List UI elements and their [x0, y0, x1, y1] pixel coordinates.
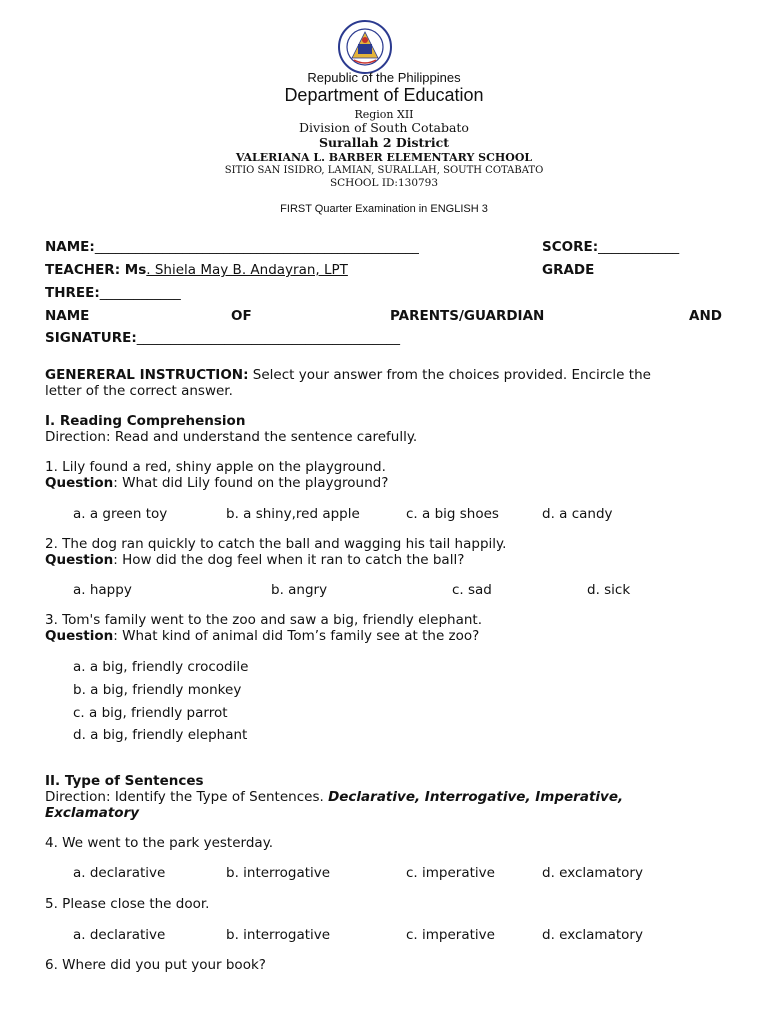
- name-field: [45, 239, 419, 255]
- item-3-question: Question: What kind of animal did Tom’s family see at the zoo?: [45, 628, 480, 644]
- deped-seal-icon: [336, 20, 394, 74]
- parents-word-name: NAME: [45, 308, 90, 324]
- school-name: VALERIANA L. BARBER ELEMENTARY SCHOOL: [235, 151, 533, 164]
- grade-label: GRADE: [542, 262, 595, 278]
- three-field: [45, 285, 181, 301]
- item-2-sentence: 2. The dog ran quickly to catch the ball and wagging his tail happily.: [45, 536, 507, 552]
- signature-label: SIGNATURE:: [45, 330, 137, 346]
- item-3-choice-d[interactable]: d. a big, friendly elephant: [73, 727, 248, 743]
- division-line: Division of South Cotabato: [299, 120, 469, 135]
- teacher-name: . Shiela May B. Andayran, LPT: [146, 262, 348, 278]
- name-blank: ________________________________________________: [94, 239, 419, 255]
- item-6-sentence: 6. Where did you put your book?: [45, 957, 266, 973]
- item-1-choice-b[interactable]: b. a shiny,red apple: [226, 506, 360, 522]
- item-2-choice-d[interactable]: d. sick: [587, 582, 631, 598]
- item-3-choice-b[interactable]: b. a big, friendly monkey: [73, 682, 242, 698]
- name-label: NAME:: [45, 239, 95, 255]
- three-blank: ____________: [99, 285, 181, 301]
- item-4-choice-d[interactable]: d. exclamatory: [542, 865, 643, 881]
- item-1-choice-a[interactable]: a. a green toy: [73, 506, 168, 522]
- item-1-choice-d[interactable]: d. a candy: [542, 506, 613, 522]
- instruction-line-1: GENERERAL INSTRUCTION: Select your answer from the choices provided. Encircle the: [45, 367, 651, 383]
- school-address: SITIO SAN ISIDRO, LAMIAN, SURALLAH, SOUTH COTABATO: [224, 165, 544, 176]
- item-2-choice-a[interactable]: a. happy: [73, 582, 132, 598]
- teacher-label: TEACHER: Ms: [45, 262, 147, 278]
- teacher-field: [45, 262, 348, 278]
- item-2-choice-c[interactable]: c. sad: [452, 582, 492, 598]
- item-2-choice-b[interactable]: b. angry: [271, 582, 328, 598]
- school-id: SCHOOL ID:130793: [329, 177, 439, 189]
- instruction-label: GENERERAL INSTRUCTION:: [45, 367, 249, 383]
- item-3-choice-a[interactable]: a. a big, friendly crocodile: [73, 659, 249, 675]
- item-5-sentence: 5. Please close the door.: [45, 896, 210, 912]
- item-1-choice-c[interactable]: c. a big shoes: [406, 506, 499, 522]
- exam-title: FIRST Quarter Examination in ENGLISH 3: [280, 203, 488, 215]
- item-3-choice-c[interactable]: c. a big, friendly parrot: [73, 705, 228, 721]
- item-4-sentence: 4. We went to the park yesterday.: [45, 835, 274, 851]
- parents-word-of: OF: [231, 308, 252, 324]
- item-2-question: Question: How did the dog feel when it ran to catch the ball?: [45, 552, 465, 568]
- region-line: Region XII: [354, 108, 414, 121]
- republic-line: Republic of the Philippines: [307, 70, 461, 85]
- item-1-sentence: 1. Lily found a red, shiny apple on the playground.: [45, 459, 386, 475]
- parents-word-and: AND: [689, 308, 722, 324]
- section-1-direction: Direction: Read and understand the sentence carefully.: [45, 429, 418, 445]
- sentence-types: Declarative, Interrogative, Imperative,: [328, 789, 624, 805]
- item-1-question: Question: What did Lily found on the playground?: [45, 475, 389, 491]
- signature-blank: _______________________________________: [136, 330, 400, 346]
- item-4-choice-c[interactable]: c. imperative: [406, 865, 495, 881]
- item-5-choice-d[interactable]: d. exclamatory: [542, 927, 643, 943]
- department-title: Department of Education: [284, 85, 484, 105]
- district-line: Surallah 2 District: [318, 135, 449, 150]
- item-3-sentence: 3. Tom's family went to the zoo and saw a big, friendly elephant.: [45, 612, 482, 628]
- score-label: SCORE:: [542, 239, 599, 255]
- signature-field: [45, 330, 400, 346]
- section-1-title: I. Reading Comprehension: [45, 413, 246, 429]
- item-4-choice-a[interactable]: a. declarative: [73, 865, 166, 881]
- score-blank: ____________: [598, 239, 680, 255]
- instruction-line-2: letter of the correct answer.: [45, 383, 233, 399]
- item-5-choice-c[interactable]: c. imperative: [406, 927, 495, 943]
- section-2-direction: Direction: Identify the Type of Sentences. Declarative, Interrogative, Imperative,: [45, 789, 624, 805]
- parents-word-guardian: PARENTS/GUARDIAN: [390, 308, 545, 324]
- score-field: [542, 239, 679, 255]
- item-5-choice-a[interactable]: a. declarative: [73, 927, 166, 943]
- section-2-title: II. Type of Sentences: [45, 773, 204, 789]
- sentence-types-cont: Exclamatory: [45, 805, 140, 821]
- item-5-choice-b[interactable]: b. interrogative: [226, 927, 331, 943]
- item-4-choice-b[interactable]: b. interrogative: [226, 865, 331, 881]
- three-label: THREE:: [45, 285, 100, 301]
